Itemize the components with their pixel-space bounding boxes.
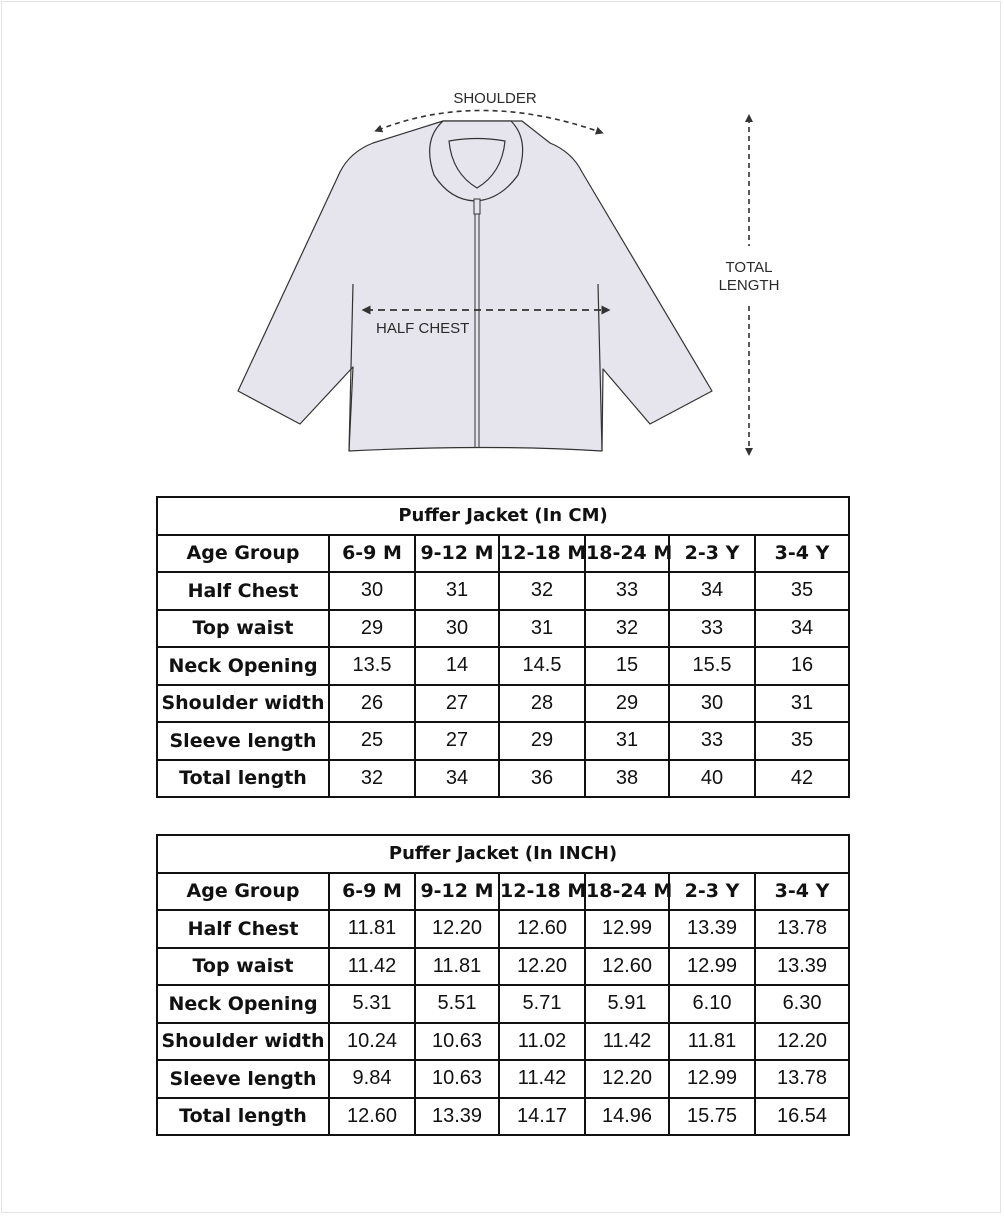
table-cell: 35 [755, 572, 849, 610]
table-row [157, 910, 849, 948]
table-cell: 5.51 [415, 985, 499, 1023]
row-label: Neck Opening [157, 985, 329, 1023]
table-cell: 5.71 [499, 985, 585, 1023]
table-cell: 13.39 [669, 910, 755, 948]
table-cell: 12.99 [669, 948, 755, 986]
table-cell: 33 [585, 572, 669, 610]
row-label: Total length [157, 760, 329, 798]
total-length-label-line1: TOTAL [725, 259, 773, 276]
size-table-cm [156, 496, 850, 798]
table-row [157, 685, 849, 723]
table-cell: 12.60 [499, 910, 585, 948]
row-label: Half Chest [157, 572, 329, 610]
table-cell: 32 [329, 760, 415, 798]
row-label: Neck Opening [157, 647, 329, 685]
table-body [157, 572, 849, 797]
column-header: 2-3 Y [669, 535, 755, 573]
table-row [157, 760, 849, 798]
column-header: 18-24 M [585, 535, 669, 573]
column-header: 6-9 M [329, 535, 415, 573]
table-cell: 27 [415, 722, 499, 760]
table-cell: 5.91 [585, 985, 669, 1023]
table-cell: 29 [329, 610, 415, 648]
table-row [157, 985, 849, 1023]
table-cell: 15.75 [669, 1098, 755, 1136]
size-table-inch [156, 834, 850, 1136]
table-cell: 16.54 [755, 1098, 849, 1136]
table-cell: 11.81 [669, 1023, 755, 1061]
table-cell: 32 [585, 610, 669, 648]
table-cell: 13.5 [329, 647, 415, 685]
table-title: Puffer Jacket (In CM) [157, 497, 849, 535]
table-cell: 12.60 [585, 948, 669, 986]
table-cell: 36 [499, 760, 585, 798]
table-cell: 11.42 [499, 1060, 585, 1098]
table-row [157, 722, 849, 760]
table-cell: 40 [669, 760, 755, 798]
row-label: Shoulder width [157, 1023, 329, 1061]
table-cell: 12.99 [669, 1060, 755, 1098]
table-cell: 11.02 [499, 1023, 585, 1061]
table-row [157, 1023, 849, 1061]
table-row [157, 1098, 849, 1136]
table-cell: 30 [415, 610, 499, 648]
table-cell: 31 [415, 572, 499, 610]
table-row [157, 610, 849, 648]
column-header: 2-3 Y [669, 873, 755, 911]
table-cell: 9.84 [329, 1060, 415, 1098]
row-label: Top waist [157, 610, 329, 648]
table-cell: 29 [499, 722, 585, 760]
table-cell: 14.96 [585, 1098, 669, 1136]
column-header: 12-18 M [499, 535, 585, 573]
table-cell: 33 [669, 610, 755, 648]
row-label: Shoulder width [157, 685, 329, 723]
row-label: Sleeve length [157, 1060, 329, 1098]
table-row [157, 1060, 849, 1098]
table-cell: 10.24 [329, 1023, 415, 1061]
table-row [157, 948, 849, 986]
table-cell: 12.20 [499, 948, 585, 986]
table-cell: 32 [499, 572, 585, 610]
table-cell: 33 [669, 722, 755, 760]
column-header: 3-4 Y [755, 535, 849, 573]
column-header: 3-4 Y [755, 873, 849, 911]
column-header: 6-9 M [329, 873, 415, 911]
table-cell: 30 [669, 685, 755, 723]
table-header-row [157, 873, 849, 911]
table-title: Puffer Jacket (In INCH) [157, 835, 849, 873]
table-cell: 14 [415, 647, 499, 685]
jacket-diagram [230, 80, 780, 470]
table-cell: 13.39 [415, 1098, 499, 1136]
table-cell: 11.42 [585, 1023, 669, 1061]
table-cell: 6.30 [755, 985, 849, 1023]
table-cell: 11.81 [329, 910, 415, 948]
table-cell: 26 [329, 685, 415, 723]
table-cell: 42 [755, 760, 849, 798]
table-cell: 14.17 [499, 1098, 585, 1136]
table-cell: 15 [585, 647, 669, 685]
table-body [157, 910, 849, 1135]
table-cell: 29 [585, 685, 669, 723]
table-cell: 14.5 [499, 647, 585, 685]
table-cell: 31 [585, 722, 669, 760]
table-cell: 12.60 [329, 1098, 415, 1136]
table-row [157, 647, 849, 685]
header-label: Age Group [157, 873, 329, 911]
row-label: Total length [157, 1098, 329, 1136]
table-cell: 5.31 [329, 985, 415, 1023]
row-label: Top waist [157, 948, 329, 986]
table-cell: 13.78 [755, 910, 849, 948]
column-header: 9-12 M [415, 535, 499, 573]
table-cell: 34 [415, 760, 499, 798]
column-header: 12-18 M [499, 873, 585, 911]
table-cell: 13.39 [755, 948, 849, 986]
table-cell: 10.63 [415, 1023, 499, 1061]
table-cell: 34 [755, 610, 849, 648]
table-cell: 16 [755, 647, 849, 685]
table-cell: 12.20 [585, 1060, 669, 1098]
row-label: Half Chest [157, 910, 329, 948]
table-cell: 10.63 [415, 1060, 499, 1098]
half-chest-label: HALF CHEST [376, 320, 470, 337]
table-header-row [157, 535, 849, 573]
table-cell: 35 [755, 722, 849, 760]
table-cell: 6.10 [669, 985, 755, 1023]
table-cell: 25 [329, 722, 415, 760]
table-cell: 28 [499, 685, 585, 723]
table-cell: 13.78 [755, 1060, 849, 1098]
table-cell: 30 [329, 572, 415, 610]
shoulder-label: SHOULDER [453, 90, 537, 107]
table-row [157, 572, 849, 610]
total-length-label-line2: LENGTH [718, 277, 780, 294]
column-header: 18-24 M [585, 873, 669, 911]
column-header: 9-12 M [415, 873, 499, 911]
table-cell: 34 [669, 572, 755, 610]
table-cell: 31 [499, 610, 585, 648]
header-label: Age Group [157, 535, 329, 573]
table-cell: 11.42 [329, 948, 415, 986]
table-cell: 15.5 [669, 647, 755, 685]
table-cell: 12.20 [755, 1023, 849, 1061]
table-cell: 11.81 [415, 948, 499, 986]
table-cell: 12.20 [415, 910, 499, 948]
table-cell: 31 [755, 685, 849, 723]
row-label: Sleeve length [157, 722, 329, 760]
table-cell: 12.99 [585, 910, 669, 948]
table-cell: 38 [585, 760, 669, 798]
table-cell: 27 [415, 685, 499, 723]
zipper-pull [474, 199, 480, 214]
